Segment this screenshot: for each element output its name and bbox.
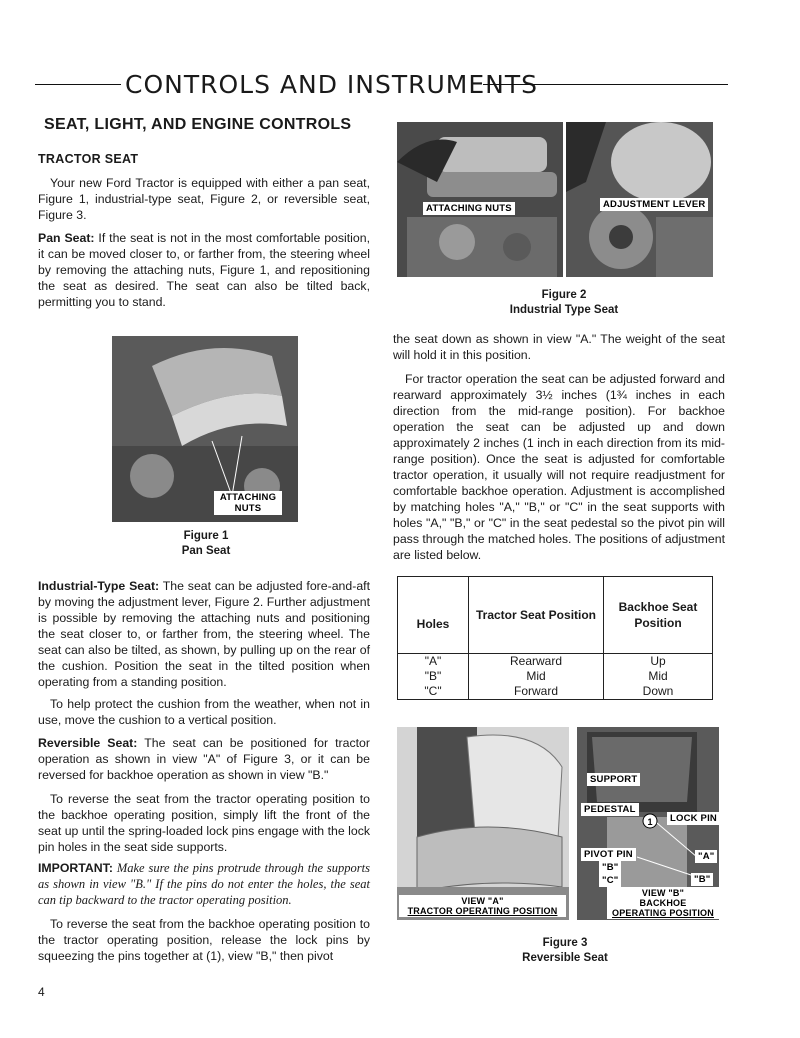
intro-paragraph: Your new Ford Tractor is equipped with either a pan seat, Figure 1, industrial-type seat, Figure 2, or reversible seat, Figure 3. — [38, 176, 370, 222]
table-cell: "C" — [398, 684, 469, 700]
figure1-caption-number: Figure 1 — [183, 530, 229, 542]
protect-cushion-paragraph: To help protect the cushion from the weather, when not in use, move the cushion to a vertical position. — [38, 697, 370, 727]
figure3-view-b-line3: OPERATING POSITION — [612, 908, 714, 918]
figure2-caption-title: Industrial Type Seat — [509, 304, 619, 316]
figure3-label-lock-pin: LOCK PIN — [667, 812, 719, 825]
figure3-label-pedestal: PEDESTAL — [581, 803, 639, 816]
figure2-left-illustration — [397, 122, 563, 277]
important-paragraph — [38, 860, 370, 908]
figure3-view-a-title: VIEW "A" — [461, 896, 504, 906]
figure3-view-b-photo — [577, 727, 719, 920]
figure3-label-b: "B" — [599, 861, 621, 874]
figure3-view-a-photo — [397, 727, 569, 920]
figure3-marker-1: 1 — [647, 817, 653, 827]
reverse-to-tractor-paragraph: To reverse the seat from the backhoe operating position to the tractor operating position, release the lock pins by squeezing the pins together at (1), view "B," then pivot — [38, 917, 370, 963]
figure3-view-a-label — [399, 895, 566, 917]
table-cell: "B" — [398, 669, 469, 684]
figure3-label-pivot-pin: PIVOT PIN — [581, 848, 636, 861]
header-rule-right — [483, 84, 728, 85]
pan-seat-lead: Pan Seat: — [38, 231, 95, 245]
reversible-seat-lead: Reversible Seat: — [38, 736, 138, 750]
industrial-seat-text: The seat can be adjusted fore-and-aft by moving the adjustment lever, Figure 2. Further adjustment is possible by removing the attaching nuts and positioning the seat closer to, or farther from, the steering wheel. The seat can also be tilted, as shown, by pulling up on the rear of the cushion. Position the seat in the tilted position when operating from a standing position. — [38, 579, 370, 689]
reversible-seat-paragraph — [38, 735, 370, 783]
table-header-holes: Holes — [398, 577, 469, 654]
table-header-backhoe: Backhoe Seat Position — [604, 577, 713, 654]
continued-paragraph: the seat down as shown in view "A." The weight of the seat will hold it in this position. — [393, 332, 725, 362]
pan-seat-text: If the seat is not in the most comfortable position, it can be moved closer to, or farther from, the steering wheel by removing the attaching nuts, Figure 1, and repositioning the seat as desired. The seat can also be tilted back, permitting you to stand. — [38, 231, 371, 309]
figure3-view-b-line2: BACKHOE — [639, 898, 687, 908]
adjustment-paragraph: For tractor operation the seat can be adjusted forward and rearward approximately 3½ inches (1¾ inches in each direction from the mid-range position). For backhoe operation the seat can be adjusted up and down approximately 2 inches (1 inch in each direction from its mid-range position). Once the seat is adjusted for comfortable tractor operation, it usually will not require readjustment for comfortable backhoe operation. Adjustment is accomplished by matching holes "A," "B," or "C" in the seat supports with holes "A," "B," or "C" in the seat pedestal so the pivot pin will pass through the matched holes. The positions of adjustment are listed below. — [393, 372, 725, 562]
table-cell: Down — [604, 684, 713, 700]
figure2-caption-number: Figure 2 — [541, 289, 587, 301]
figure3-view-b-label — [607, 887, 719, 919]
figure1-label-attaching-nuts: ATTACHING NUTS — [214, 491, 282, 515]
header-title: CONTROLS AND INSTRUMENTS — [125, 70, 538, 99]
important-text: Make sure the pins protrude through the supports as shown in view "B." If the pins do not enter the holes, the seat can tip backward to the tractor operating position. — [38, 861, 370, 907]
table-header-tractor: Tractor Seat Position — [469, 577, 604, 654]
figure3-caption-title: Reversible Seat — [522, 952, 608, 964]
section-title: SEAT, LIGHT, AND ENGINE CONTROLS — [44, 116, 352, 133]
table-cell: Up — [604, 654, 713, 670]
figure3-caption — [500, 936, 630, 966]
figure3-label-support: SUPPORT — [587, 773, 640, 786]
figure1-caption-title: Pan Seat — [181, 545, 231, 557]
important-lead: IMPORTANT: — [38, 861, 113, 875]
table-cell: Rearward — [469, 654, 604, 670]
table-cell: Forward — [469, 684, 604, 700]
figure3-view-a-subtitle: TRACTOR OPERATING POSITION — [407, 906, 558, 916]
table-row — [398, 669, 713, 684]
page-header — [35, 70, 728, 100]
table-row — [398, 684, 713, 700]
reversible-seat-text: The seat can be positioned for tractor operation as shown in view "A" of Figure 3, or it can be reversed for backhoe operation as shown in view "B." — [38, 736, 370, 782]
page-number: 4 — [38, 985, 45, 999]
figure3-label-c: "C" — [599, 874, 621, 887]
figure3-caption-number: Figure 3 — [542, 937, 588, 949]
table-header-row — [398, 577, 713, 654]
figure2-caption — [480, 288, 648, 318]
figure2-label-attaching-nuts: ATTACHING NUTS — [423, 202, 515, 215]
figure3-view-a-illustration — [397, 727, 569, 920]
table-cell: "A" — [398, 654, 469, 670]
seat-position-table — [397, 576, 713, 700]
figure3-label-b-right: "B" — [691, 873, 713, 886]
reverse-to-backhoe-paragraph: To reverse the seat from the tractor operating position to the backhoe operating position, simply lift the front of the seat up until the spring-loaded lock pins engage with the lock pin holes in the seat side supports. — [38, 792, 370, 854]
table-cell: Mid — [604, 669, 713, 684]
figure1-photo — [112, 336, 298, 522]
figure1-caption — [156, 529, 256, 559]
industrial-seat-paragraph — [38, 578, 370, 690]
industrial-seat-lead: Industrial-Type Seat: — [38, 579, 160, 593]
header-rule-left — [35, 84, 121, 85]
figure2-label-adjustment-lever: ADJUSTMENT LEVER — [600, 198, 708, 211]
table-row — [398, 654, 713, 670]
figure2-photo-right — [566, 122, 713, 277]
tractor-seat-heading: TRACTOR SEAT — [38, 152, 139, 166]
figure3-view-b-title: VIEW "B" — [641, 888, 685, 898]
table-cell: Mid — [469, 669, 604, 684]
figure2-photo-left — [397, 122, 563, 277]
figure3-label-a: "A" — [695, 850, 717, 863]
pan-seat-paragraph — [38, 230, 370, 310]
